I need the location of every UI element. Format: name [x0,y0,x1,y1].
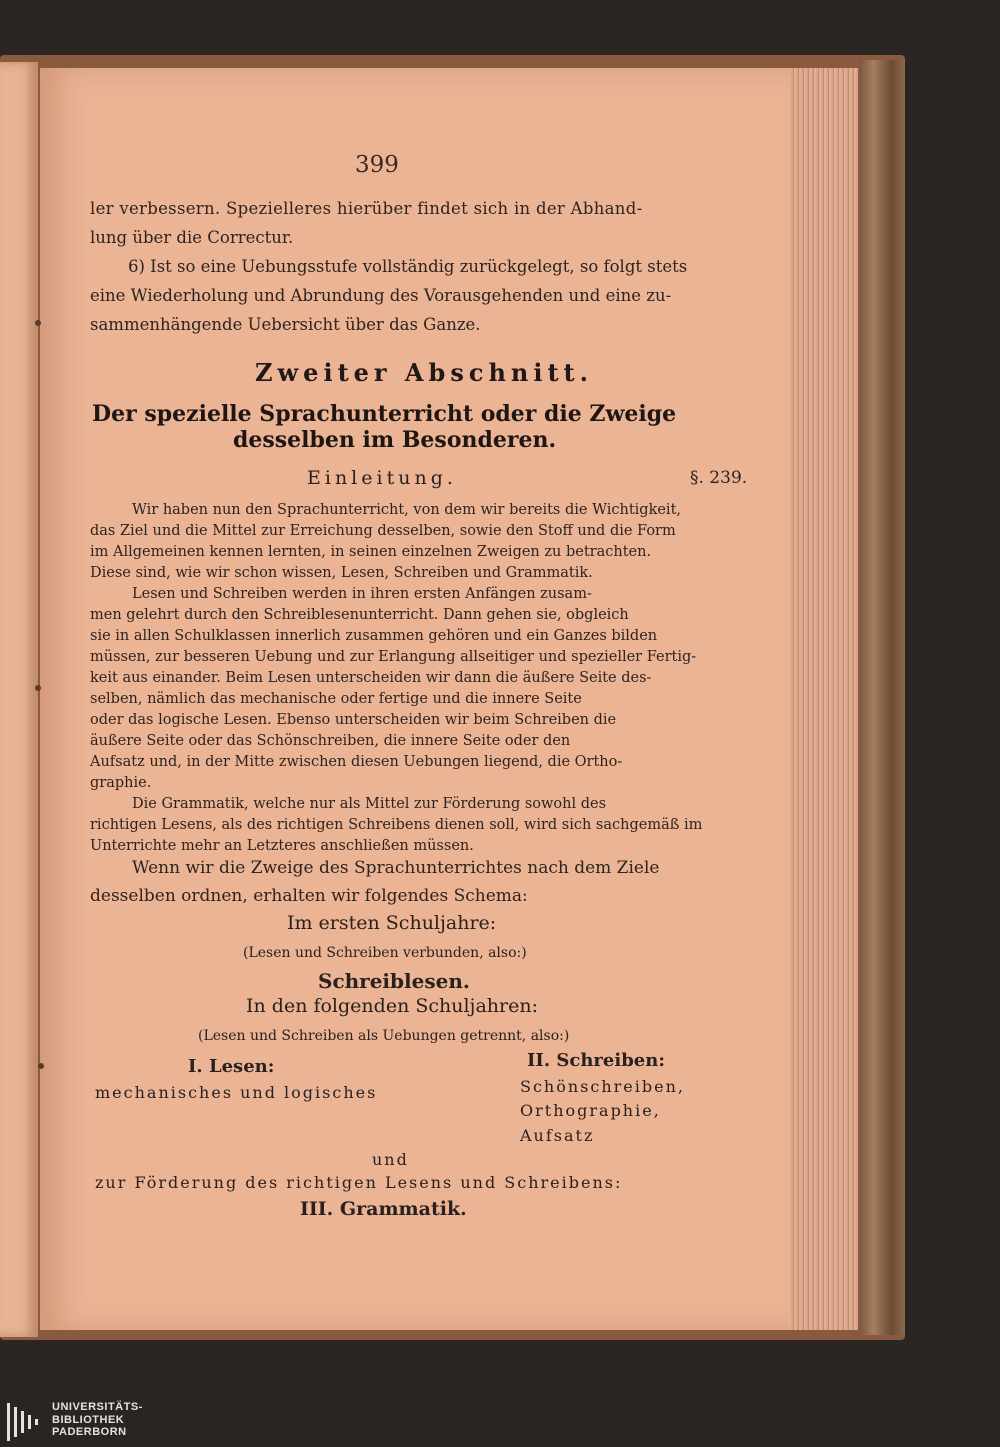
body-line: selben, nämlich das mechanische oder fertige und die innere Seite [90,691,582,707]
schema-grammatik: III. Grammatik. [300,1198,467,1220]
section-heading: Zweiter Abschnitt. [255,358,593,387]
body-line: im Allgemeinen kennen lernten, in seinen einzelnen Zweigen zu betrachten. [90,544,652,560]
section-title: Der spezielle Sprachunterricht oder die Zweige [92,401,677,427]
schema-following-years: In den folgenden Schuljahren: [246,995,538,1017]
body-line: keit aus einander. Beim Lesen unterscheiden wir dann die äußere Seite des- [90,670,652,686]
body-line: sie in allen Schulklassen innerlich zusammen gehören und ein Ganzes bilden [90,628,658,644]
page-block-edge [786,68,858,1330]
schema-und: und [372,1150,409,1169]
schema-note: (Lesen und Schreiben als Uebungen getrennt, also:) [198,1028,570,1044]
intro-heading: Einleitung. [307,467,457,489]
body-line: Die Grammatik, welche nur als Mittel zur Förderung sowohl des [132,796,607,812]
body-line: Aufsatz und, in der Mitte zwischen diesen Uebungen liegend, die Ortho- [90,754,623,770]
schema-first-year: Im ersten Schuljahre: [287,912,497,934]
left-page-edge [0,62,38,1337]
text-line: sammenhängende Uebersicht über das Ganze. [90,315,481,334]
text-line: eine Wiederholung und Abrundung des Vorausgehenden und eine zu- [90,286,672,305]
body-line: Unterrichte mehr an Letzteres anschließen müssen. [90,838,474,854]
body-line: das Ziel und die Mittel zur Erreichung desselben, sowie den Stoff und die Form [90,523,676,539]
body-line: Wir haben nun den Sprachunterricht, von dem wir bereits die Wichtigkeit, [132,502,682,518]
schema-col2-item: Orthographie, [520,1101,661,1120]
schema-col2-item: Aufsatz [520,1126,595,1145]
margin-mark [38,1063,44,1069]
book-spine-edge [860,60,905,1335]
body-line: men gelehrt durch den Schreiblesenunterricht. Dann gehen sie, obgleich [90,607,629,623]
schema-col1-text: mechanisches und logisches [95,1083,378,1102]
library-name-line: BIBLIOTHEK [52,1413,125,1426]
body-line: graphie. [90,775,152,791]
schema-note: (Lesen und Schreiben verbunden, also:) [243,945,527,961]
library-name [52,1401,143,1439]
schema-intro: Wenn wir die Zweige des Sprachunterrichtes nach dem Ziele [132,858,660,878]
text-line: 6) Ist so eine Uebungsstufe vollständig zurückgelegt, so folgt stets [128,257,688,276]
schema-col2-item: Schönschreiben, [520,1077,685,1096]
body-line: oder das logische Lesen. Ebenso unterscheiden wir beim Schreiben die [90,712,617,728]
text-line: lung über die Correctur. [90,228,294,247]
margin-mark [35,685,41,691]
text-line: ler verbessern. Spezielleres hierüber findet sich in der Abhand- [90,199,643,218]
footer-bar [0,1397,1000,1447]
page-number: 399 [355,152,399,178]
body-line: richtigen Lesens, als des richtigen Schreibens dienen soll, wird sich sachgemäß im [90,817,703,833]
schema-intro: desselben ordnen, erhalten wir folgendes Schema: [90,886,528,906]
body-line: äußere Seite oder das Schönschreiben, die innere Seite oder den [90,733,571,749]
body-line: Diese sind, wie wir schon wissen, Lesen, Schreiben und Grammatik. [90,565,593,581]
body-line: Lesen und Schreiben werden in ihren ersten Anfängen zusam- [132,586,592,602]
margin-mark [35,320,41,326]
schema-promotion: zur Förderung des richtigen Lesens und Schreibens: [95,1173,623,1192]
schema-schreiblesen: Schreiblesen. [318,969,470,993]
paragraph-number: §. 239. [690,468,748,488]
section-title: desselben im Besonderen. [233,427,557,453]
schema-col2-title: II. Schreiben: [527,1050,665,1071]
schema-col1-title: I. Lesen: [188,1056,275,1077]
library-name-line: UNIVERSITÄTS- [52,1401,143,1413]
library-name-line: PADERBORN [52,1426,127,1438]
body-line: müssen, zur besseren Uebung und zur Erlangung allseitiger und spezieller Fertig- [90,649,697,665]
library-logo-icon [6,1401,46,1443]
